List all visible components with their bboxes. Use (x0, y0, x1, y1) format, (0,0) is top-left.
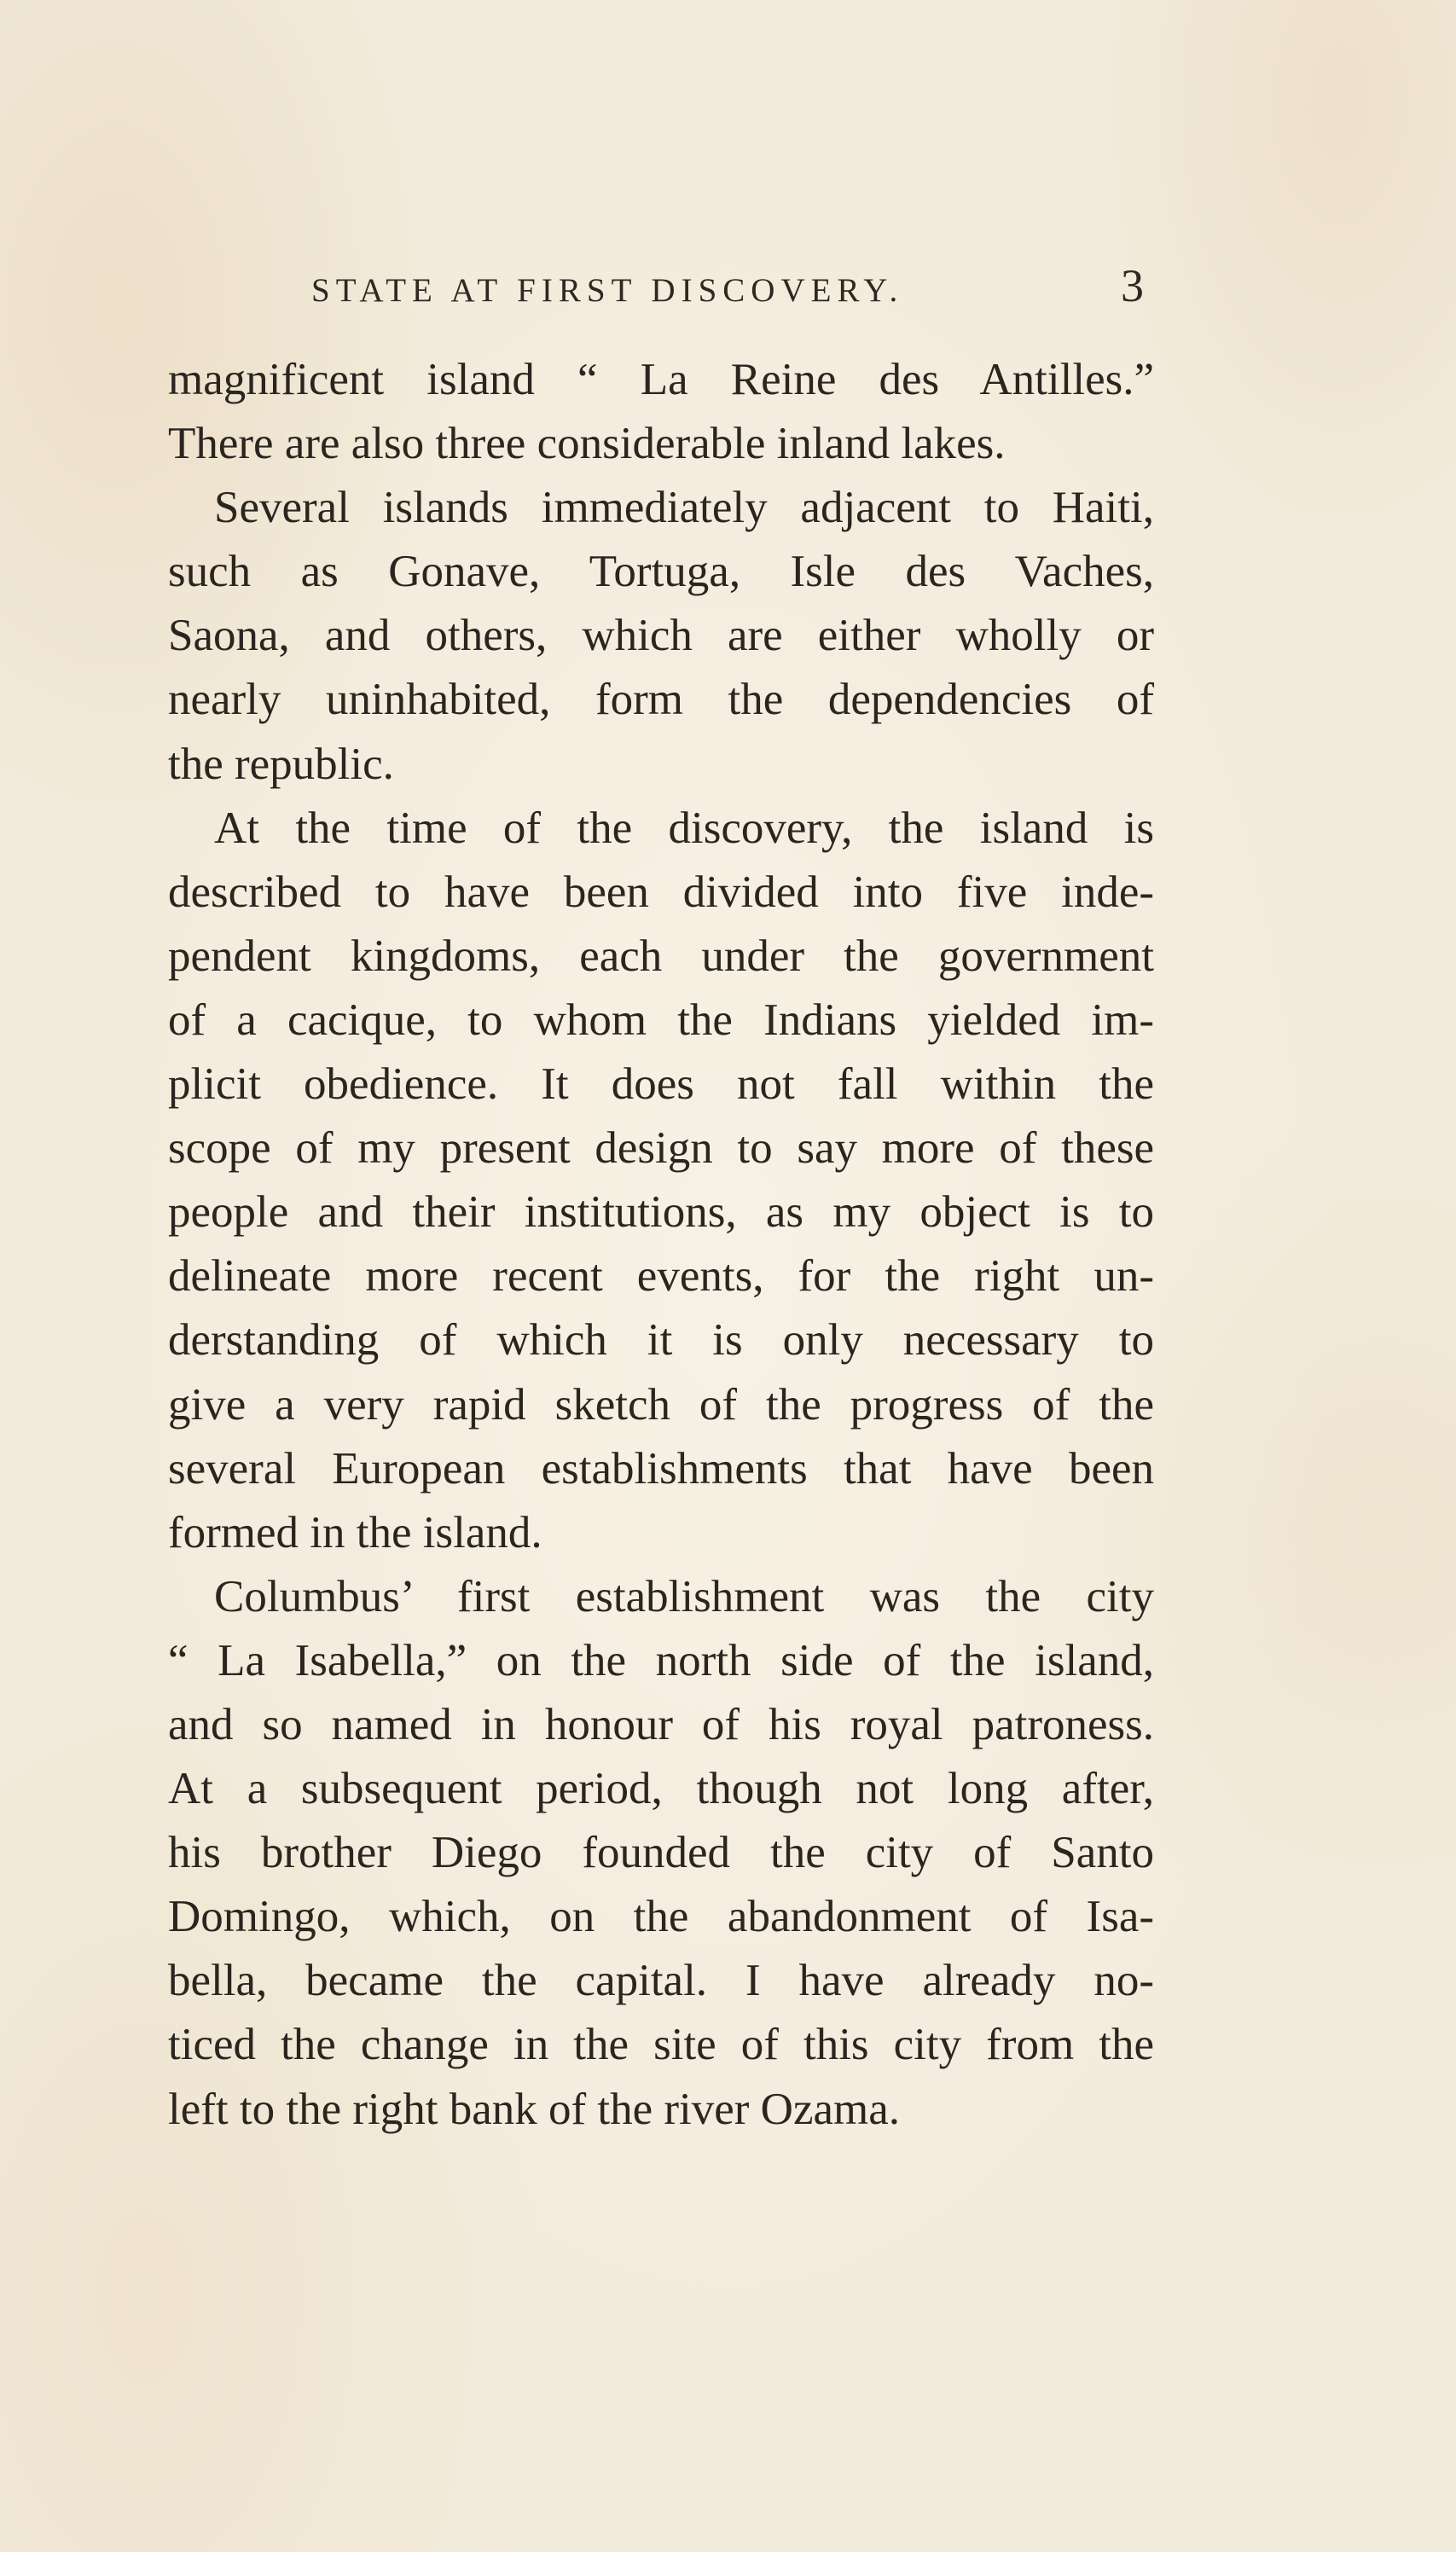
text-line: the republic. (168, 739, 394, 789)
text-line: delineate more recent events, for the right un- (168, 1251, 1154, 1302)
text-line: nearly uninhabited, form the dependencies of (168, 675, 1154, 725)
text-line: described to have been divided into five inde- (168, 867, 1154, 917)
text-line: and so named in honour of his royal patroness. (168, 1699, 1154, 1749)
text-line: At a subsequent period, though not long after, (168, 1764, 1154, 1814)
text-line: of a cacique, to whom the Indians yielded im- (168, 995, 1154, 1045)
text-line: There are also three considerable inland lakes. (168, 419, 1006, 469)
text-line: several European establishments that have been (168, 1443, 1154, 1494)
text-line: Saona, and others, which are either wholly or (168, 611, 1154, 661)
text-line: pendent kingdoms, each under the government (168, 931, 1154, 981)
text-line: At the time of the discovery, the island is (214, 803, 1154, 853)
text-line: left to the right bank of the river Ozama. (168, 2084, 900, 2134)
text-line: formed in the island. (168, 1507, 542, 1557)
text-line: Columbus’ first establishment was the city (214, 1571, 1154, 1621)
text-line: scope of my present design to say more of these (168, 1123, 1154, 1174)
text-line: people and their institutions, as my object is to (168, 1187, 1154, 1238)
text-line: “ La Isabella,” on the north side of the island, (168, 1635, 1154, 1685)
text-line: magnificent island “ La Reine des Antilles.” (168, 355, 1154, 404)
page-number: 3 (1121, 260, 1144, 311)
text-line: bella, became the capital. I have already no- (168, 1956, 1154, 2006)
body-text (168, 348, 1154, 2142)
text-line: Domingo, which, on the abandonment of Isa- (168, 1892, 1154, 1942)
text-line: his brother Diego founded the city of Santo (168, 1828, 1154, 1878)
text-line: derstanding of which it is only necessary to (168, 1315, 1154, 1366)
text-line: give a very rapid sketch of the progress of the (168, 1379, 1154, 1430)
text-line: ticed the change in the site of this city from the (168, 2020, 1154, 2070)
text-line: such as Gonave, Tortuga, Isle des Vaches, (168, 547, 1154, 597)
text-line: Several islands immediately adjacent to Haiti, (214, 483, 1154, 533)
text-line: plicit obedience. It does not fall within the (168, 1059, 1154, 1110)
running-title: STATE AT FIRST DISCOVERY. (311, 272, 904, 309)
running-head (171, 259, 1156, 319)
